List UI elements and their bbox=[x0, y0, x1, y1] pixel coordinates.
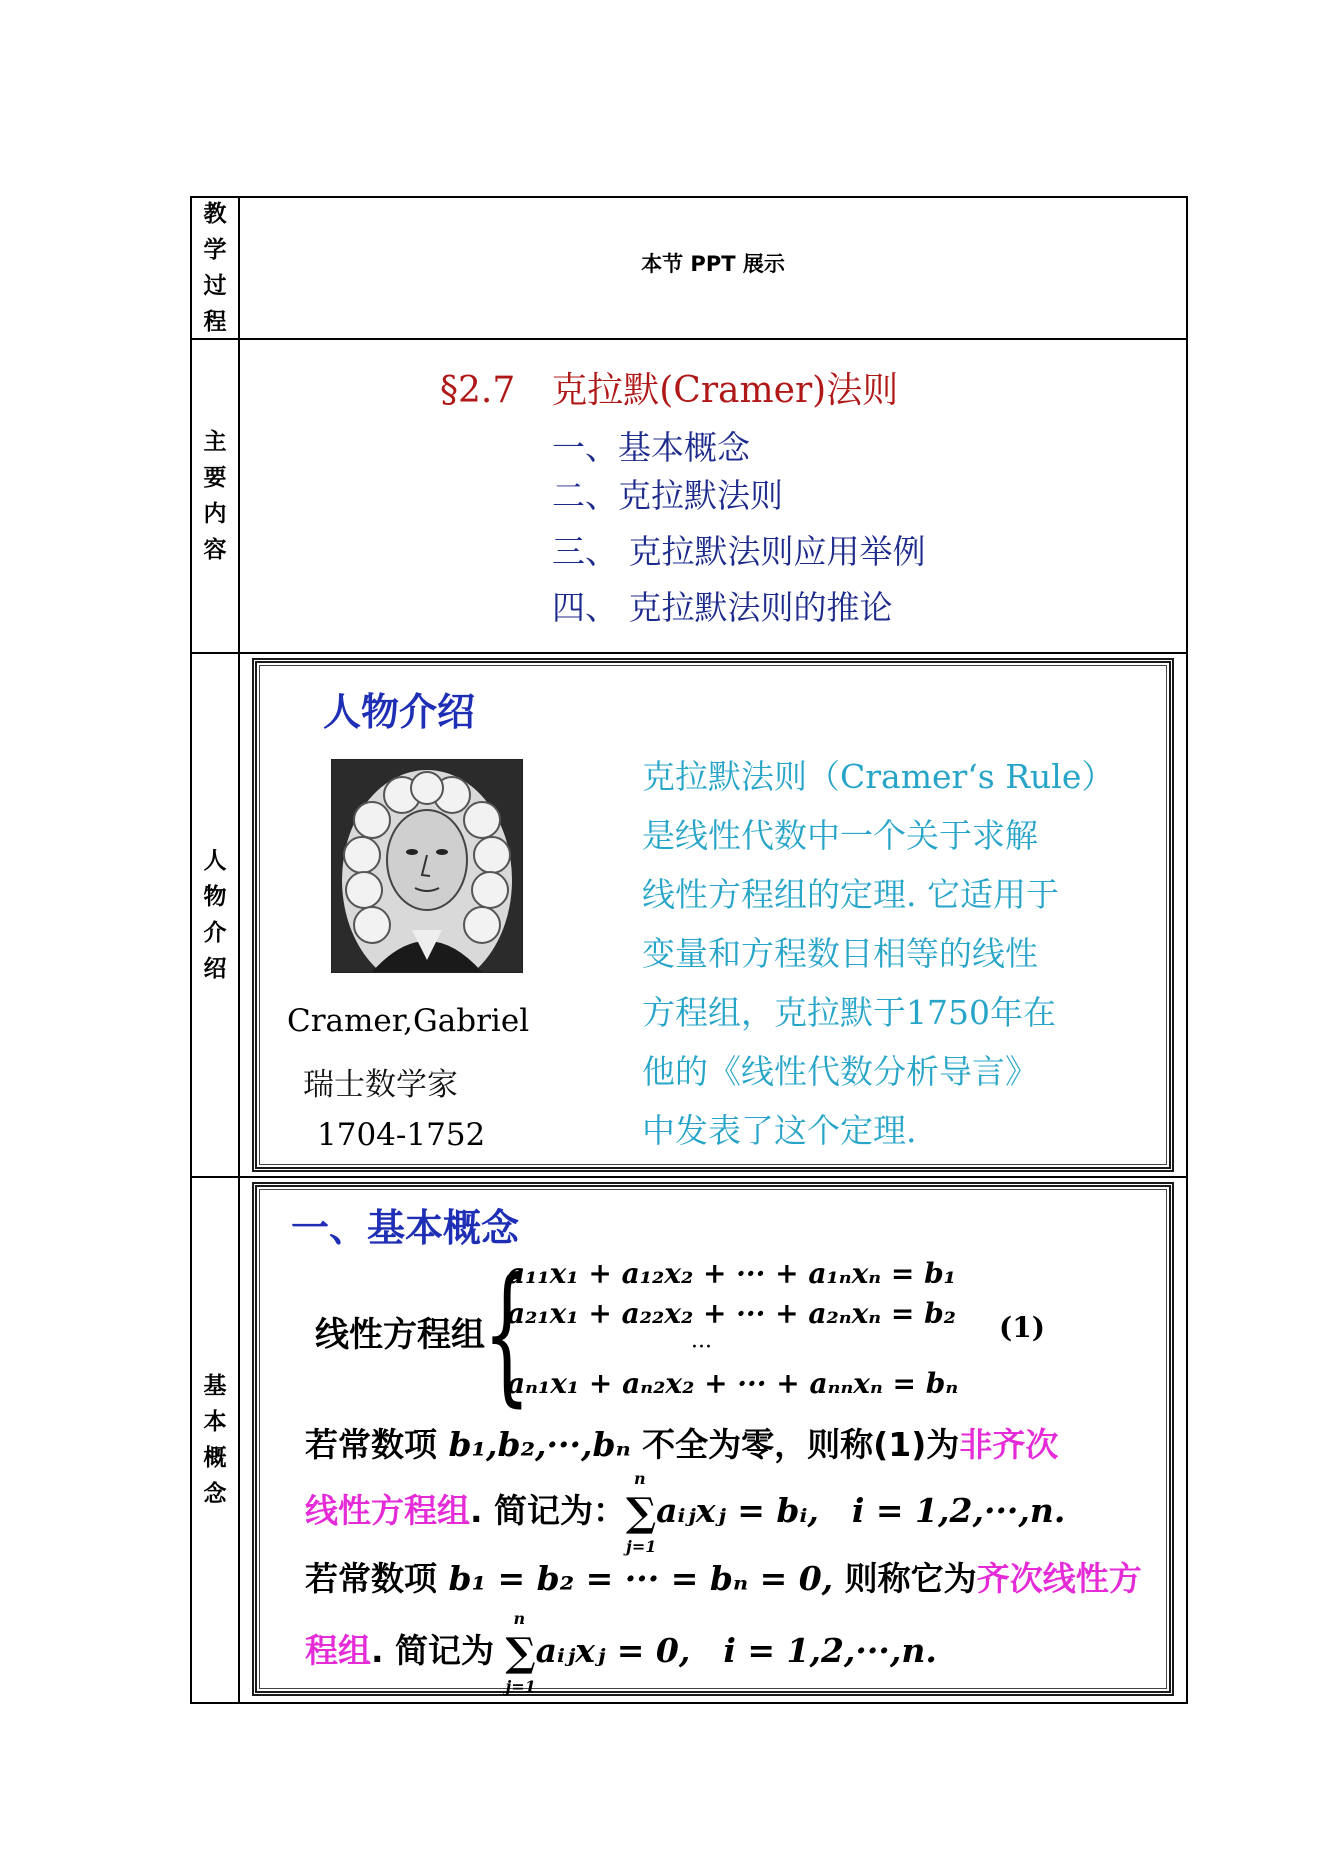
biography-heading: 人物介绍 bbox=[323, 690, 476, 734]
concept-heading: 一、基本概念 bbox=[291, 1206, 520, 1250]
concept-cell bbox=[240, 1178, 1186, 1702]
section-title: §2.7 克拉默(Cramer)法则 bbox=[440, 370, 899, 411]
row-label-main-contents: 主要内容 bbox=[192, 340, 240, 652]
biography-slide bbox=[252, 658, 1174, 1172]
paragraph-line: 是线性代数中一个关于求解 bbox=[642, 816, 1038, 855]
sigma-icon: ∑ n j=1 bbox=[505, 1609, 536, 1696]
paragraph-line: 方程组，克拉默于1750年在 bbox=[642, 993, 1056, 1032]
concept-slide bbox=[252, 1182, 1174, 1696]
concept-line-4: 程组. 简记为 ∑ n j=1 aᵢⱼxⱼ = 0, i = 1,2,···,n. bbox=[305, 1609, 937, 1696]
equation-line: a₂₁x₁ + a₂₂x₂ + ··· + a₂ₙxₙ = b₂ bbox=[507, 1297, 956, 1330]
paragraph-line: 线性方程组的定理. 它适用于 bbox=[642, 875, 1059, 914]
system-label: 线性方程组 bbox=[315, 1315, 485, 1355]
equation-line: a₁₁x₁ + a₁₂x₂ + ··· + a₁ₙxₙ = b₁ bbox=[507, 1257, 956, 1290]
equation-ellipsis: ··· bbox=[691, 1335, 712, 1360]
contents-item: 四、 克拉默法则的推论 bbox=[552, 588, 893, 627]
biography-row bbox=[192, 654, 1186, 1178]
lesson-table bbox=[190, 196, 1188, 1704]
contents-cell bbox=[240, 340, 1186, 652]
paragraph-line: 他的《线性代数分析导言》 bbox=[642, 1052, 1038, 1091]
row-label-teaching-process: 教学过程 bbox=[192, 198, 240, 338]
person-years: 1704-1752 bbox=[317, 1117, 486, 1153]
concept-row bbox=[192, 1178, 1186, 1702]
equation-line: aₙ₁x₁ + aₙ₂x₂ + ··· + aₙₙxₙ = bₙ bbox=[507, 1367, 959, 1400]
portrait-icon bbox=[331, 759, 523, 973]
contents-item: 三、 克拉默法则应用举例 bbox=[552, 532, 926, 571]
contents-item: 一、基本概念 bbox=[552, 428, 750, 467]
concept-line-2: 线性方程组. 简记为：∑ n j=1 aᵢⱼxⱼ = bᵢ, i = 1,2,···,n. bbox=[305, 1469, 1066, 1556]
row-label-basic-concept: 基本概念 bbox=[192, 1178, 240, 1702]
biography-paragraph bbox=[642, 747, 1142, 1160]
sigma-icon: ∑ n j=1 bbox=[626, 1469, 657, 1556]
paragraph-line: 克拉默法则（Cramer‘s Rule） bbox=[642, 757, 1115, 796]
brace-icon: { bbox=[483, 1247, 531, 1421]
person-role: 瑞士数学家 bbox=[303, 1067, 458, 1103]
contents-item: 二、克拉默法则 bbox=[552, 476, 783, 515]
header-cell bbox=[240, 198, 1186, 338]
row-label-biography: 人物介绍 bbox=[192, 654, 240, 1176]
equation-number: (1) bbox=[999, 1311, 1045, 1344]
concept-line-1: 若常数项 b₁,b₂,···,bₙ 不全为零，则称(1)为非齐次 bbox=[305, 1425, 1059, 1464]
contents-row bbox=[192, 340, 1186, 654]
biography-cell bbox=[240, 654, 1186, 1176]
header-title: 本节 PPT 展示 bbox=[641, 252, 785, 276]
paragraph-line: 变量和方程数目相等的线性 bbox=[642, 934, 1038, 973]
header-row bbox=[192, 198, 1186, 340]
paragraph-line: 中发表了这个定理. bbox=[642, 1111, 917, 1150]
person-name: Cramer,Gabriel bbox=[287, 1003, 530, 1039]
concept-line-3: 若常数项 b₁ = b₂ = ··· = bₙ = 0, 则称它为齐次线性方 bbox=[305, 1559, 1142, 1598]
